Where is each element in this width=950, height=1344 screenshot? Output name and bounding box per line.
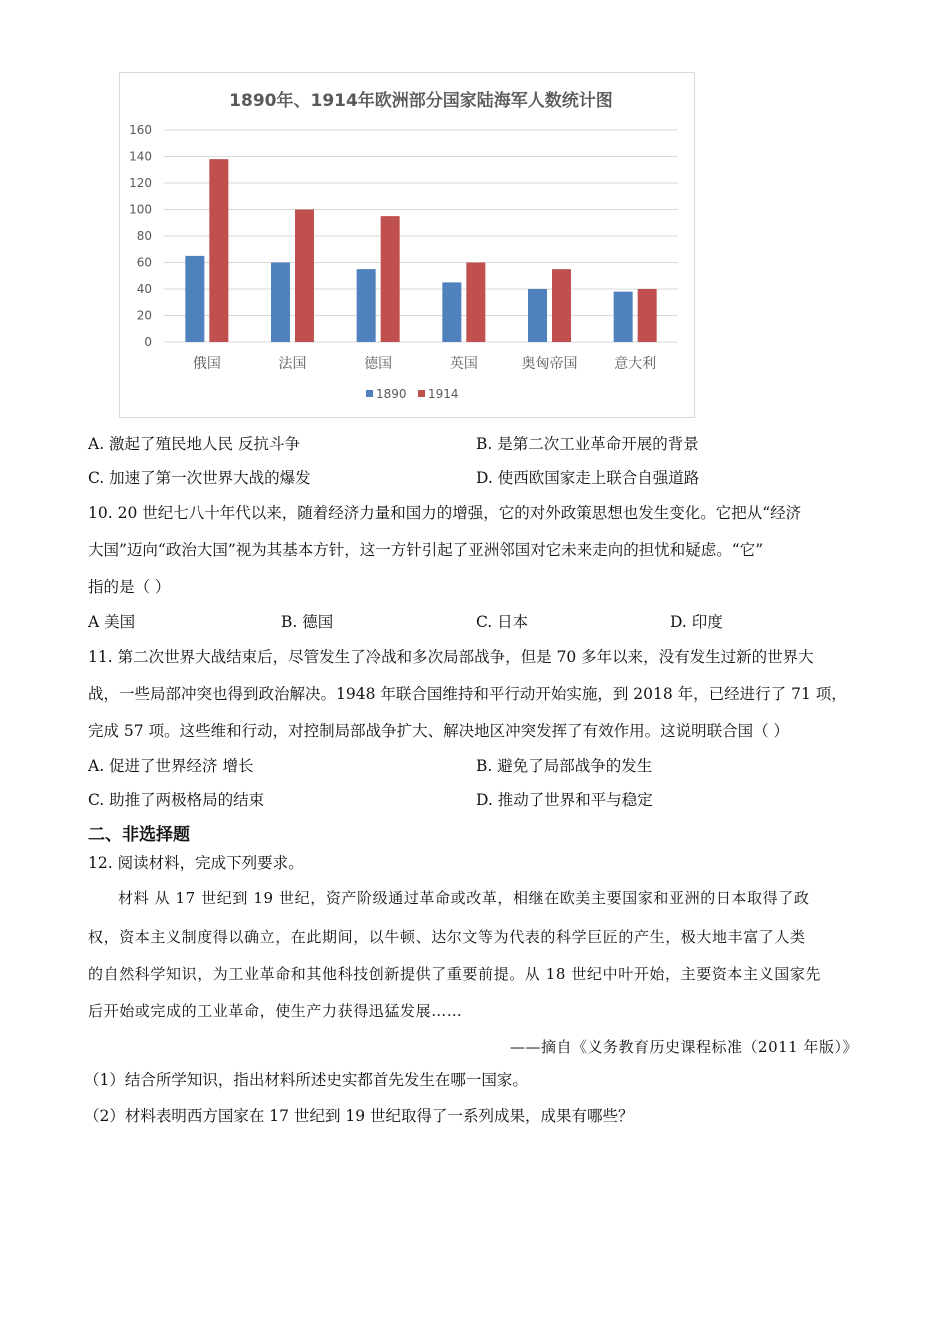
q9-option-b: B. 是第二次工业革命开展的背景 xyxy=(476,435,699,453)
q11-text-line1: 11. 第二次世界大战结束后，尽管发生了冷战和多次局部战争，但是 70 多年以来，没有发生过新的世界大 xyxy=(88,648,814,666)
q12-subquestion-2: （2）材料表明西方国家在 17 世纪到 19 世纪取得了一系列成果，成果有哪些？ xyxy=(84,1107,634,1125)
y-tick-label: 160 xyxy=(129,123,152,137)
x-tick-label: 法国 xyxy=(278,356,307,372)
y-tick-label: 120 xyxy=(129,176,152,190)
x-tick-label: 奥匈帝国 xyxy=(521,356,578,372)
q12-material-line4: 后开始或完成的工业革命，使生产力获得迅猛发展…… xyxy=(88,1002,463,1020)
y-tick-label: 140 xyxy=(129,149,152,164)
bar-1914-3 xyxy=(466,263,485,343)
bar-1890-4 xyxy=(528,289,547,342)
q11-option-c: C. 助推了两极格局的结束 xyxy=(88,791,265,809)
bar-1914-4 xyxy=(552,269,571,342)
legend-swatch-1914 xyxy=(418,390,425,397)
legend-label-1914: 1914 xyxy=(428,387,459,401)
q12-source-citation: ——摘自《义务教育历史课程标准（2011 年版）》 xyxy=(510,1038,858,1056)
q9-option-c: C. 加速了第一次世界大战的爆发 xyxy=(88,469,311,487)
chart-svg xyxy=(120,73,696,419)
bar-1890-3 xyxy=(442,282,461,342)
x-tick-label: 英国 xyxy=(449,356,478,372)
q12-subquestion-1: （1）结合所学知识，指出材料所述史实都首先发生在哪一国家。 xyxy=(84,1071,528,1089)
q11-text-line3: 完成 57 项。这些维和行动，对控制局部战争扩大、解决地区冲突发挥了有效作用。这说明联合国（ ） xyxy=(88,722,790,740)
q10-text-line3: 指的是（ ） xyxy=(88,578,171,596)
q12-material-line2: 权，资本主义制度得以确立，在此期间，以牛顿、达尔文等为代表的科学巨匠的产生，极大地丰富了人类 xyxy=(88,928,806,946)
q12-material-line3: 的自然科学知识，为工业革命和其他科技创新提供了重要前提。从 18 世纪中叶开始，主要资本主义国家先 xyxy=(88,965,822,983)
bar-1890-5 xyxy=(614,292,633,342)
q10-text-line1: 10. 20 世纪七八十年代以来，随着经济力量和国力的增强，它的对外政策思想也发生变化。它把从“经济 xyxy=(88,504,802,522)
y-tick-label: 100 xyxy=(129,202,152,217)
y-tick-label: 40 xyxy=(136,282,152,296)
y-tick-label: 0 xyxy=(144,335,152,349)
legend-label-1890: 1890 xyxy=(376,387,407,401)
x-tick-label: 俄国 xyxy=(192,356,221,372)
y-tick-label: 60 xyxy=(136,255,152,270)
q10-option-b: B. 德国 xyxy=(281,613,334,631)
x-tick-label: 德国 xyxy=(364,356,393,372)
q10-option-d: D. 印度 xyxy=(670,613,723,631)
q12-material-line1: 材料 从 17 世纪到 19 世纪，资产阶级通过革命或改革，相继在欧美主要国家和亚洲的日本取得了政 xyxy=(118,889,810,907)
y-tick-label: 20 xyxy=(136,308,152,323)
q12-intro: 12. 阅读材料，完成下列要求。 xyxy=(88,854,304,872)
bar-1890-0 xyxy=(185,256,204,342)
q10-option-a: A 美国 xyxy=(88,613,136,631)
section-heading: 二、非选择题 xyxy=(88,825,190,845)
q10-option-c: C. 日本 xyxy=(476,613,529,631)
bar-chart xyxy=(119,72,695,418)
bar-1914-2 xyxy=(381,216,400,342)
q9-option-a: A. 激起了殖民地人民 反抗斗争 xyxy=(88,435,300,453)
bar-1890-1 xyxy=(271,263,290,343)
bar-1914-5 xyxy=(638,289,657,342)
x-tick-label: 意大利 xyxy=(614,356,657,372)
q10-text-line2: 大国”迈向“政治大国”视为其基本方针，这一方针引起了亚洲邻国对它未来走向的担忧和疑虑。“它” xyxy=(88,541,764,559)
q11-option-d: D. 推动了世界和平与稳定 xyxy=(476,791,653,809)
bar-1914-0 xyxy=(209,159,228,342)
q11-option-a: A. 促进了世界经济 增长 xyxy=(88,757,254,775)
chart-title: 1890年、1914年欧洲部分国家陆海军人数统计图 xyxy=(229,91,613,111)
bar-1890-2 xyxy=(357,269,376,342)
legend-swatch-1890 xyxy=(366,390,373,397)
q11-option-b: B. 避免了局部战争的发生 xyxy=(476,757,653,775)
q11-text-line2: 战，一些局部冲突也得到政治解决。1948 年联合国维持和平行动开始实施，到 2018 年，已经进行了 71 项， xyxy=(88,685,847,703)
y-tick-label: 80 xyxy=(136,229,152,243)
q9-option-d: D. 使西欧国家走上联合自强道路 xyxy=(476,469,700,487)
bar-1914-1 xyxy=(295,210,314,343)
